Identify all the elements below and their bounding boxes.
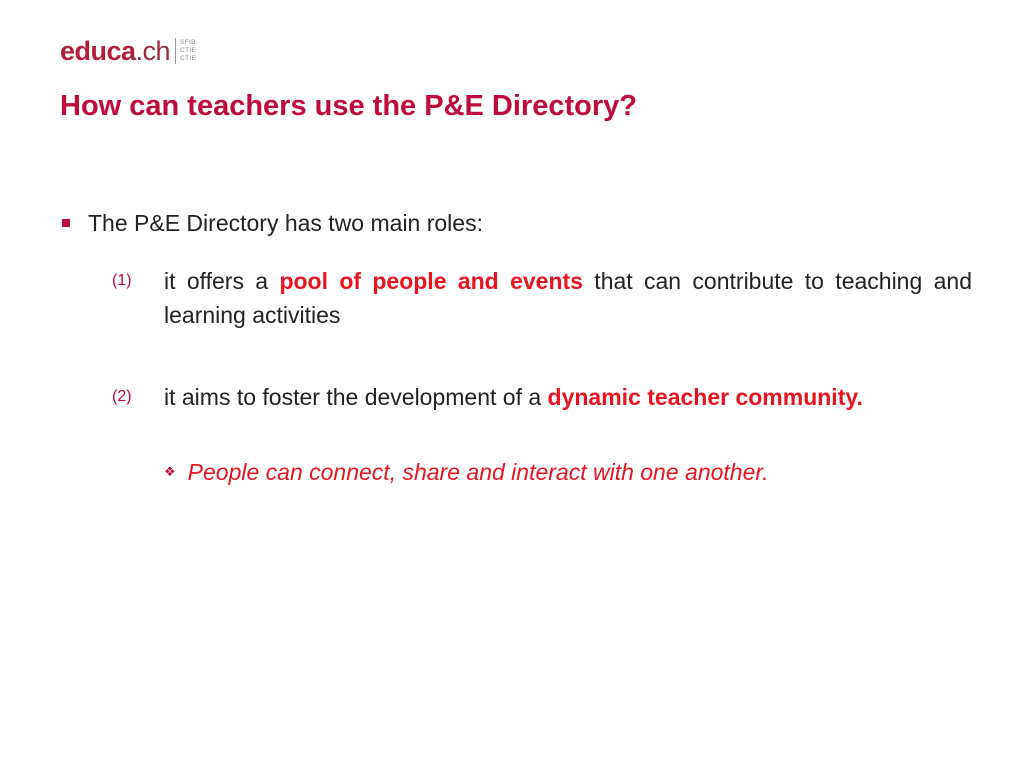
slide-title: How can teachers use the P&E Directory?: [60, 90, 637, 122]
logo-abbr-2: CTIE: [180, 47, 197, 54]
square-bullet-icon: [62, 219, 70, 227]
item-highlight: dynamic teacher community.: [547, 384, 863, 410]
sub-bullet-text: People can connect, share and interact with one another.: [187, 459, 769, 485]
list-item-1: [112, 264, 972, 332]
item-text-before: it aims to foster the development of a: [164, 384, 548, 410]
educa-logo: [60, 36, 196, 66]
item-number: (2): [112, 388, 132, 405]
item-highlight: pool of people and events: [279, 268, 583, 294]
item-text: [164, 380, 972, 414]
logo-abbreviations: [180, 39, 196, 63]
logo-abbr-1: SFIB: [180, 39, 196, 46]
logo-brand: educa: [60, 36, 136, 66]
logo-suffix: .ch: [135, 36, 171, 66]
sub-bullet: [164, 455, 769, 489]
logo-abbr-3: CTIE: [180, 55, 197, 62]
item-text-after: that can contribute to teaching and learning activities: [164, 268, 972, 328]
item-text-before: it offers a: [164, 268, 280, 294]
logo-divider: [175, 38, 176, 64]
diamond-bullet-icon: ❖: [164, 464, 176, 479]
item-text: [164, 264, 972, 332]
list-item-2: [112, 380, 972, 414]
item-number: (1): [112, 272, 132, 289]
logo-wordmark: [60, 36, 170, 66]
main-bullet-text: The P&E Directory has two main roles:: [88, 210, 483, 236]
main-bullet: [62, 208, 483, 238]
